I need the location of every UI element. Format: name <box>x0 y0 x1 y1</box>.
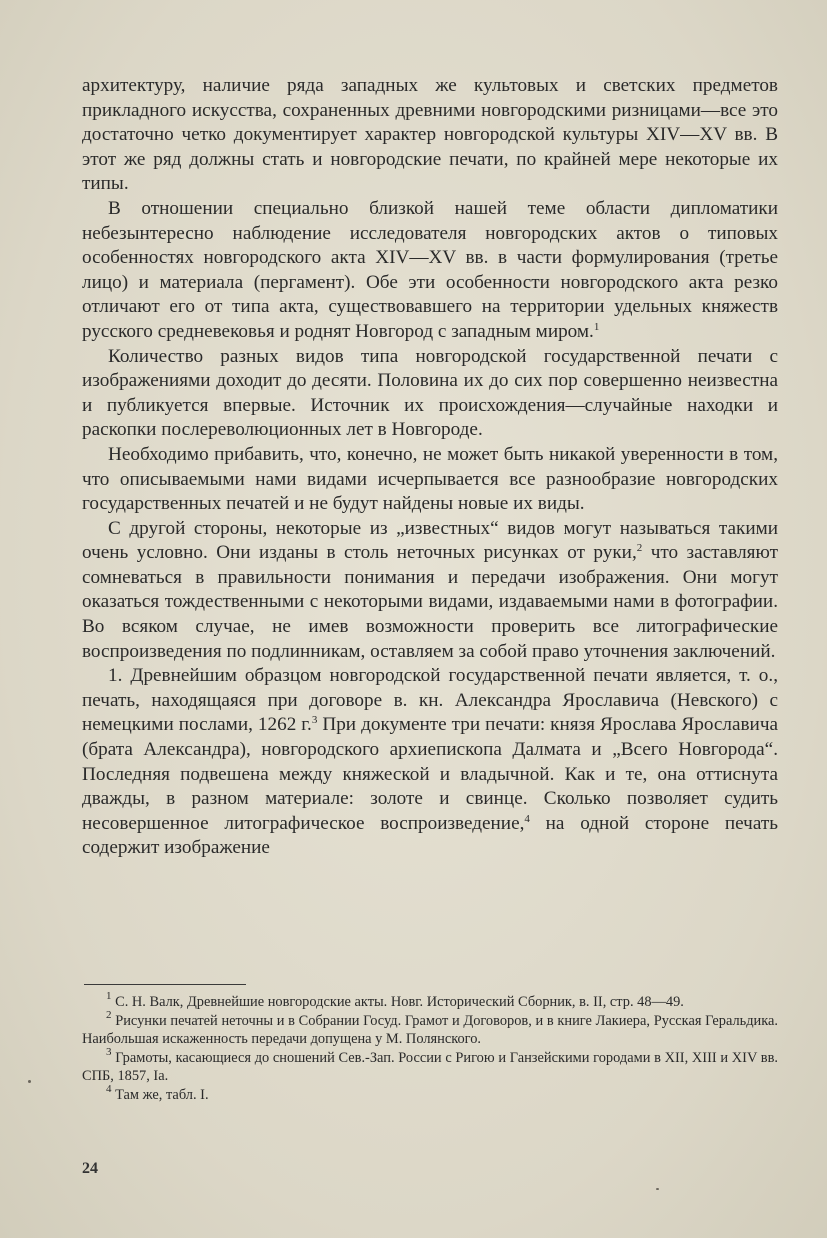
footnotes <box>82 990 778 1105</box>
paragraph-6: 1. Древнейшим образцом новгородской государственной печати является, т. о., печать, находящаяся при договоре в. кн. Александра Ярославича (Невского) с немецкими послами, 1262 г.$^3$ При документе три печати: князя Ярослава Ярославича (брата Александра), новгородского архиепископа Далмата и „Всего Новгорода“. Последняя подвешена между княжеской и владычной. Как и те, она оттиснута дважды, в разном материале: золоте и свинце. Сколько позволяет судить несовершенное литографическое воспроизведение,$^4$ на одной стороне печать содержит изображение <box>82 665 778 859</box>
paragraph-2: В отношении специально близкой нашей теме области дипломатики небезынтересно наблюдение исследователя новгородских актов о типовых особенностях новгородского акта XIV—XV вв. в части формулирования (третье лицо) и материала (пергамент). Обе эти особенности новгородского акта резко отличают его от типа акта, существовавшего на территории удельных княжеств русского средневековья и роднят Новгород с западным миром.$^1$ <box>82 197 778 342</box>
paragraph-3: Количество разных видов типа новгородской государственной печати с изображениями доходит до десяти. Половина их до сих пор совершенно неизвестна и публикуется впервые. Источник их происхождения—случайные находки и раскопки послереволюционных лет в Новгороде. <box>82 345 778 441</box>
footnote-ref-4: 4 <box>524 812 530 825</box>
footnote-ref-1: 1 <box>593 320 600 333</box>
paragraph-4: Необходимо прибавить, что, конечно, не может быть никакой уверенности в том, что описываемыми нами видами исчерпывается все разнообразие новгородских государственных печатей и не будут найдены новые их виды. <box>82 443 778 515</box>
main-text <box>82 74 778 861</box>
paragraph-5: С другой стороны, некоторые из „известных“ видов могут называться такими очень условно. Они изданы в столь неточных рисунках от руки,$^2$ что заставляют сомневаться в правильности понимания и передачи изображения. Они могут оказаться тождественными с некоторыми видами, издаваемыми нами в фотографии. Во всяком случае, не имев возможности проверить все литографические воспроизведения по подлинникам, оставляем за собой право уточнения заключений. <box>82 517 778 662</box>
footnote-3: $^3$ Грамоты, касающиеся до сношений Сев.-Зап. России с Ригою и Ганзейскими городами в XII, XIII и XIV вв. СПБ, 1857, Iа. <box>82 1045 778 1085</box>
footnote-ref-2: 2 <box>636 542 643 555</box>
page-number: 24 <box>82 1160 98 1177</box>
paper-speck <box>656 1188 659 1190</box>
footnote-ref-3: 3 <box>311 714 318 727</box>
footnote-separator <box>84 984 246 985</box>
paragraph-1: архитектуру, наличие ряда западных же культовых и светских предметов прикладного искусства, сохраненных древними новгородскими ризницами—все это достаточно четко документирует характер новгородской культуры XIV—XV вв. В этот же ряд должны стать и новгородские печати, по крайней мере некоторые их типы. <box>82 75 778 195</box>
footnote-4: $^4$ Там же, табл. I. <box>106 1082 209 1103</box>
footnote-1: $^1$ С. Н. Валк, Древнейшие новгородские акты. Новг. Исторический Сборник, в. II, стр. 48—49. <box>106 990 684 1010</box>
paper-speck <box>28 1080 31 1083</box>
footnote-2: $^2$ Рисунки печатей неточны и в Собрании Госуд. Грамот и Договоров, и в книге Лакиера, Русская Геральдика. Наибольшая искаженность передачи допущена у М. Полянского. <box>82 1008 778 1048</box>
